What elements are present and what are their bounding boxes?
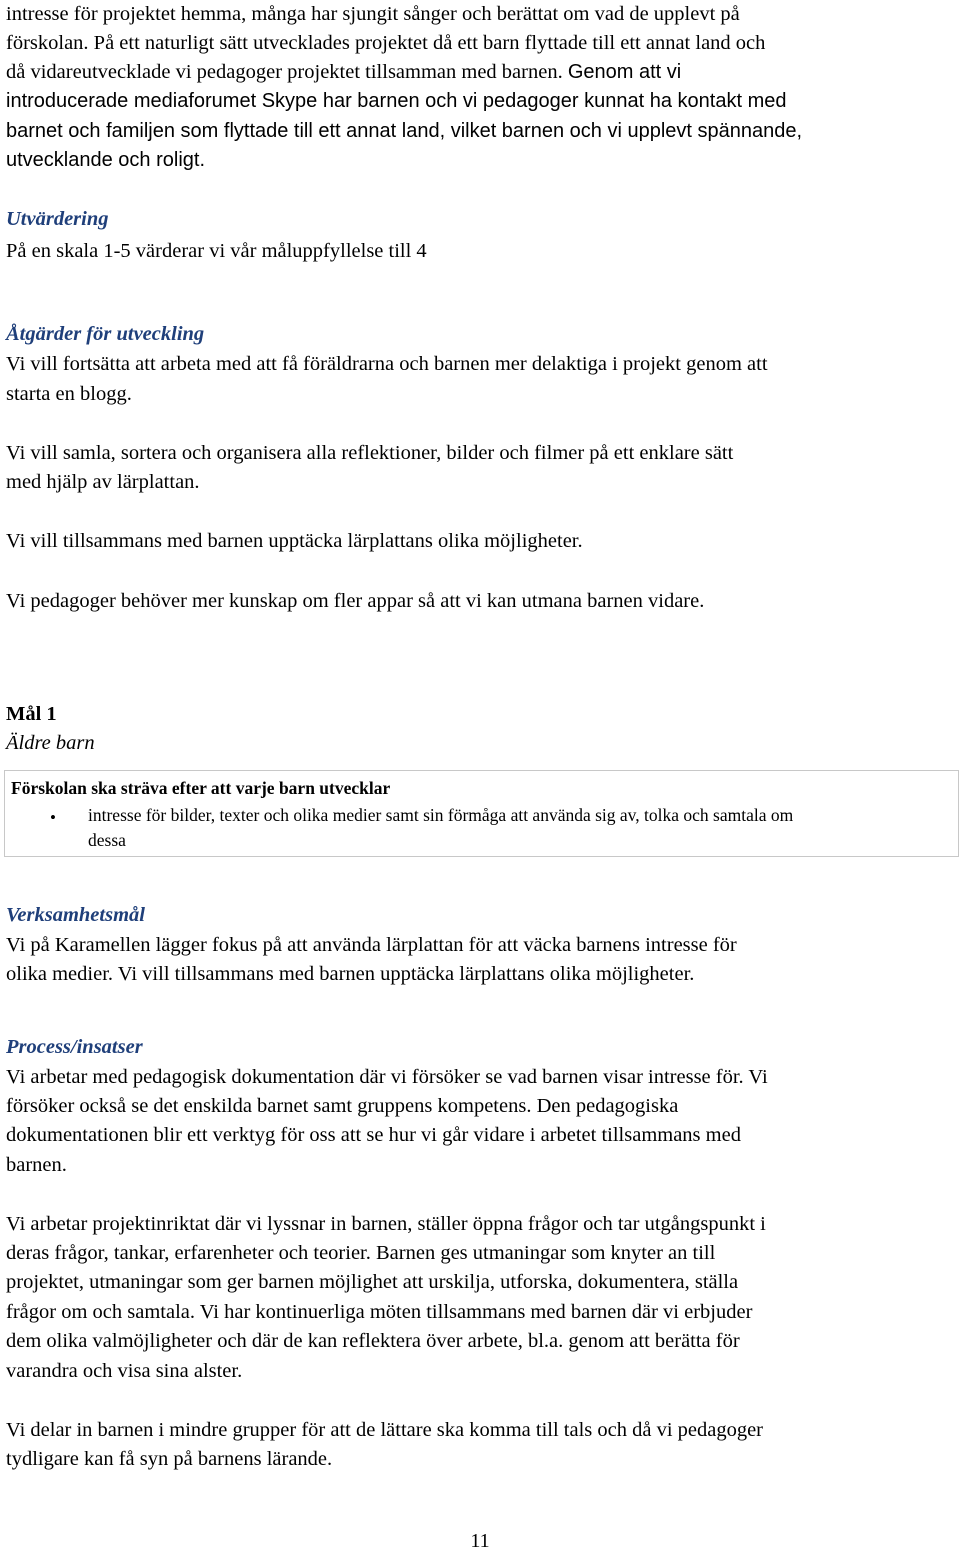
process-p2-line-6: varandra och visa sina alster. [6,1360,243,1382]
mal-subtitle: Äldre barn [6,732,95,754]
intro-line-3-sans: Genom att vi [567,61,682,83]
atgarder-p2-line-1: Vi vill samla, sortera och organisera alla reflektioner, bilder och filmer på ett enklare sätt [6,442,734,464]
atgarder-p2-line-2: med hjälp av lärplattan. [6,471,200,493]
goal-box-bullet-line-2: dessa [88,830,126,850]
bullet-icon: • [50,808,56,827]
process-p2-line-5: dem olika valmöjligheter och där de kan reflektera över arbete, bl.a. genom att berätta för [6,1330,740,1352]
verksamhetsmal-line-1: Vi på Karamellen lägger fokus på att använda lärplattan för att väcka barnens intresse för [6,934,737,956]
process-p2-line-2: deras frågor, tankar, erfarenheter och teorier. Barnen ges utmaningar som knyter an till [6,1242,716,1264]
process-p1-line-4: barnen. [6,1154,67,1176]
intro-line-3-serif: då vidareutvecklade vi pedagoger projektet tillsamman med barnen. [6,61,563,83]
process-p3-line-2: tydligare kan få syn på barnens lärande. [6,1448,333,1470]
utvardering-heading: Utvärdering [6,208,109,230]
verksamhetsmal-heading: Verksamhetsmål [6,904,145,926]
process-p1-line-3: dokumentationen blir ett verktyg för oss att se hur vi går vidare i arbetet tillsammans med [6,1124,741,1146]
atgarder-p3: Vi vill tillsammans med barnen upptäcka lärplattans olika möjligheter. [6,530,583,552]
atgarder-p1-line-1: Vi vill fortsätta att arbeta med att få föräldrarna och barnen mer delaktiga i projekt genom att [6,353,768,375]
process-p1-line-1: Vi arbetar med pedagogisk dokumentation där vi försöker se vad barnen visar intresse för. Vi [6,1066,768,1088]
atgarder-p1-line-2: starta en blogg. [6,383,132,405]
intro-line-1: intresse för projektet hemma, många har sjungit sånger och berättat om vad de upplevt på [6,3,740,25]
intro-line-6: utvecklande och roligt. [6,149,206,171]
process-p1-line-2: försöker också se det enskilda barnet samt gruppens kompetens. Den pedagogiska [6,1095,679,1117]
atgarder-heading: Åtgärder för utveckling [6,323,205,345]
goal-box-bullet-line-1: intresse för bilder, texter och olika medier samt sin förmåga att använda sig av, tolka och samtala om [88,805,794,825]
intro-line-5: barnet och familjen som flyttade till ett annat land, vilket barnen och vi upplevt spännande, [6,120,803,142]
mal-title: Mål 1 [6,703,57,725]
verksamhetsmal-line-2: olika medier. Vi vill tillsammans med barnen upptäcka lärplattans olika möjligheter. [6,963,695,985]
process-heading: Process/insatser [6,1036,143,1058]
page-number: 11 [470,1530,490,1552]
process-p2-line-1: Vi arbetar projektinriktat där vi lyssnar in barnen, ställer öppna frågor och tar utgångspunkt i [6,1213,766,1235]
goal-box-heading: Förskolan ska sträva efter att varje barn utvecklar [11,778,391,798]
process-p2-line-4: frågor om och samtala. Vi har kontinuerliga möten tillsammans med barnen där vi erbjuder [6,1301,753,1323]
intro-line-4: introducerade mediaforumet Skype har barnen och vi pedagoger kunnat ha kontakt med [6,90,787,112]
process-p3-line-1: Vi delar in barnen i mindre grupper för att de lättare ska komma till tals och då vi pedagoger [6,1419,764,1441]
process-p2-line-3: projektet, utmaningar som ger barnen möjlighet att urskilja, utforska, dokumentera, ställa [6,1271,739,1293]
atgarder-p4: Vi pedagoger behöver mer kunskap om fler appar så att vi kan utmana barnen vidare. [6,590,705,612]
utvardering-text: På en skala 1-5 värderar vi vår måluppfyllelse till 4 [6,240,427,262]
intro-line-2: förskolan. På ett naturligt sätt utvecklades projektet då ett barn flyttade till ett annat land och [6,32,766,54]
intro-line-3 [6,58,681,87]
